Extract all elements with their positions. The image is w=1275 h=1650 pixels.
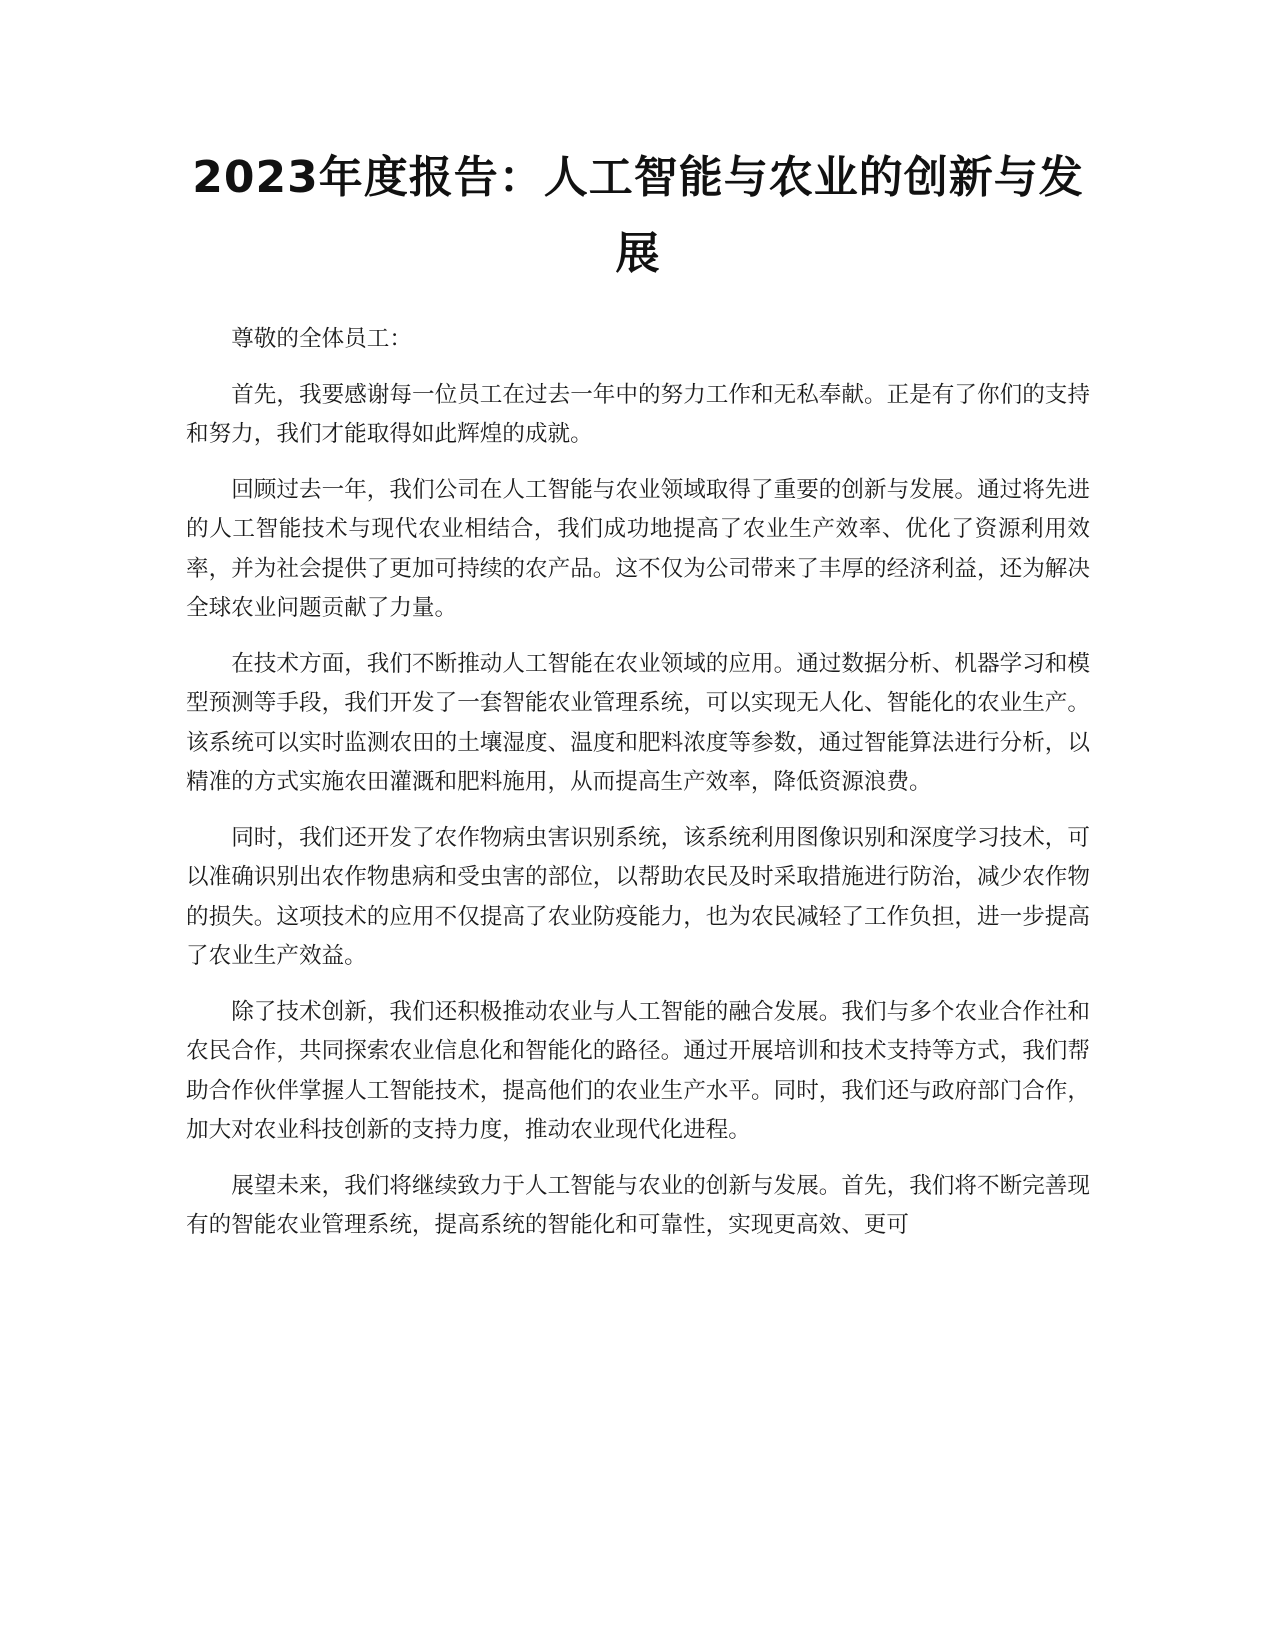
document-page <box>186 140 1090 1262</box>
paragraph-review: 回顾过去一年，我们公司在人工智能与农业领域取得了重要的创新与发展。通过将先进的人工智能技术与现代农业相结合，我们成功地提高了农业生产效率、优化了资源利用效率，并为社会提供了更加可持续的农产品。这不仅为公司带来了丰厚的经济利益，还为解决全球农业问题贡献了力量。 <box>186 476 1090 621</box>
document-title: 2023年度报告：人工智能与农业的创新与发展 <box>192 152 1084 279</box>
paragraph-thanks: 首先，我要感谢每一位员工在过去一年中的努力工作和无私奉献。正是有了你们的支持和努力，我们才能取得如此辉煌的成就。 <box>186 381 1090 447</box>
paragraph-integration: 除了技术创新，我们还积极推动农业与人工智能的融合发展。我们与多个农业合作社和农民合作，共同探索农业信息化和智能化的路径。通过开展培训和技术支持等方式，我们帮助合作伙伴掌握人工智能技术，提高他们的农业生产水平。同时，我们还与政府部门合作，加大对农业科技创新的支持力度，推动农业现代化进程。 <box>186 998 1090 1143</box>
paragraph-pest-recognition: 同时，我们还开发了农作物病虫害识别系统，该系统利用图像识别和深度学习技术，可以准确识别出农作物患病和受虫害的部位，以帮助农民及时采取措施进行防治，减少农作物的损失。这项技术的应用不仅提高了农业防疫能力，也为农民减轻了工作负担，进一步提高了农业生产效益。 <box>186 824 1090 969</box>
salutation: 尊敬的全体员工： <box>231 326 412 352</box>
paragraph-technology: 在技术方面，我们不断推动人工智能在农业领域的应用。通过数据分析、机器学习和模型预测等手段，我们开发了一套智能农业管理系统，可以实现无人化、智能化的农业生产。该系统可以实时监测农田的土壤湿度、温度和肥料浓度等参数，通过智能算法进行分析，以精准的方式实施农田灌溉和肥料施用，从而提高生产效率，降低资源浪费。 <box>186 650 1090 795</box>
paragraph-outlook: 展望未来，我们将继续致力于人工智能与农业的创新与发展。首先，我们将不断完善现有的智能农业管理系统，提高系统的智能化和可靠性，实现更高效、更可 <box>186 1172 1090 1238</box>
